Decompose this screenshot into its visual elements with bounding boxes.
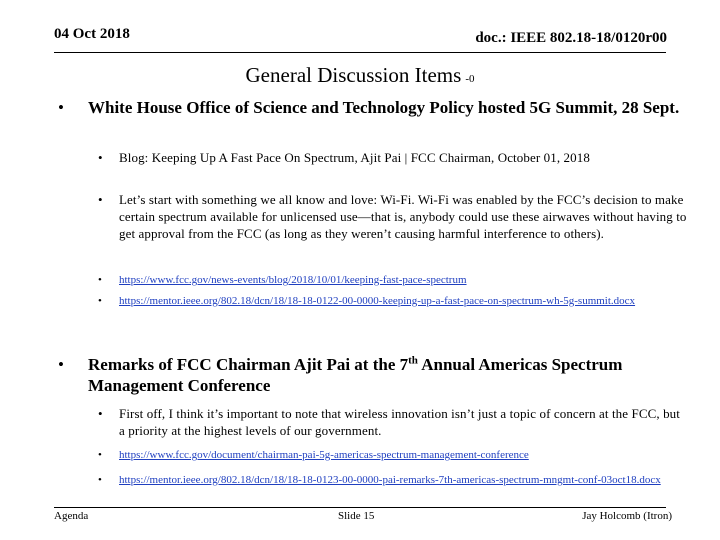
section-1-heading-text: White House Office of Science and Technology Policy hosted 5G Summit, 28 Sept.	[88, 98, 680, 117]
bullet-icon: •	[98, 295, 102, 307]
slide-title-text: General Discussion Items	[245, 63, 462, 87]
slide-title-suffix: -0	[465, 73, 475, 85]
header-doc-id: doc.: IEEE 802.18-18/0120r00	[475, 30, 667, 46]
section-2-link-1-text[interactable]: https://www.fcc.gov/document/chairman-pai-5g-americas-spectrum-management-conference	[119, 449, 529, 461]
footer-author: Jay Holcomb (Itron)	[582, 510, 672, 522]
section-2-item-1-text: First off, I think it’s important to note that wireless innovation isn’t just a topic of concern at the FCC, but a priority at the highest levels of our government.	[119, 406, 680, 438]
footer-slide-number: Slide 15	[338, 510, 375, 522]
footer-rule	[54, 507, 666, 508]
section-2-heading-post: Annual Americas Spectrum Management Conference	[88, 355, 623, 395]
bullet-icon: •	[58, 355, 64, 374]
bullet-icon: •	[98, 449, 102, 461]
bullet-icon: •	[98, 192, 103, 207]
header-rule	[54, 52, 666, 53]
bullet-icon: •	[98, 474, 102, 486]
section-2-heading-text	[88, 354, 688, 396]
bullet-icon: •	[98, 150, 103, 165]
section-1-item-2-text: Let’s start with something we all know and love: Wi-Fi. Wi-Fi was enabled by the FCC’s decision to make certain spectrum available for unlicensed use—that is, anybody could use these airwaves without having to get approval from the FCC (as long as they weren’t causing harmful interference to others).	[119, 192, 687, 241]
bullet-icon: •	[58, 98, 64, 117]
section-1-link-2-text[interactable]: https://mentor.ieee.org/802.18/dcn/18/18-18-0122-00-0000-keeping-up-a-fast-pace-on-spectrum-wh-5g-summit.docx	[119, 295, 636, 307]
bullet-icon: •	[98, 406, 103, 421]
slide-title	[0, 63, 720, 88]
section-2-link-2-text[interactable]: https://mentor.ieee.org/802.18/dcn/18/18-18-0123-00-0000-pai-remarks-7th-americas-spectrum-mngmt-conf-03oct18.docx	[119, 474, 661, 486]
section-1-item-1-text: Blog: Keeping Up A Fast Pace On Spectrum, Ajit Pai | FCC Chairman, October 01, 2018	[119, 150, 590, 165]
section-2-heading-sup: th	[408, 354, 418, 367]
section-2-heading-pre: Remarks of FCC Chairman Ajit Pai at the 7	[88, 355, 409, 374]
bullet-icon: •	[98, 274, 102, 286]
header-date: 04 Oct 2018	[54, 26, 130, 42]
section-1-link-1-text[interactable]: https://www.fcc.gov/news-events/blog/2018/10/01/keeping-fast-pace-spectrum	[119, 274, 467, 286]
footer-left: Agenda	[54, 510, 89, 522]
